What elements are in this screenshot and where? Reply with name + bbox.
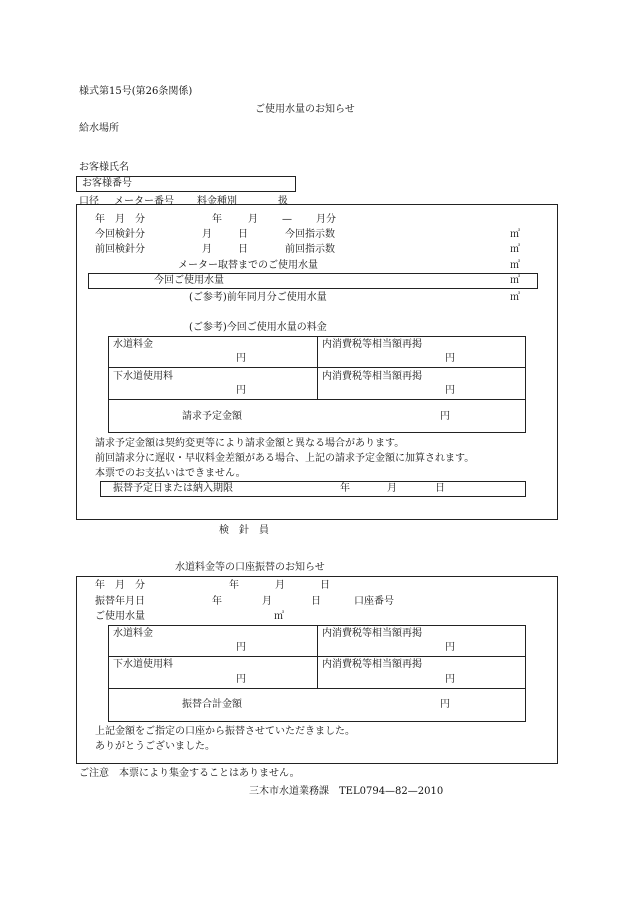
form-number: 様式第15号(第26条関係): [79, 86, 193, 97]
s2-note-1: 上記金額をご指定の口座から振替させていただきました。: [95, 726, 355, 737]
s2-usage-label: ご使用水量: [95, 611, 145, 622]
s2-fee-table-divider: [108, 688, 526, 689]
s2-fee-table-divider: [317, 625, 318, 688]
s2-tax1-label: 内消費税等相当額再掲: [322, 628, 422, 639]
transfer-due-label: 振替予定日または納入期限: [113, 483, 233, 494]
tax1-yen: 円: [445, 353, 455, 364]
water-fee-yen: 円: [236, 353, 246, 364]
meter-replace-label: メーター取替までのご使用水量: [178, 260, 318, 271]
customer-name-label: お客様氏名: [79, 162, 129, 173]
meter-number-label: メーター番号: [114, 196, 174, 207]
note-1: 請求予定金額は契約変更等により請求金額と異なる場合があります。: [95, 438, 405, 449]
s2-sewer-fee-label: 下水道使用料: [113, 659, 173, 670]
last-year-label: (ご参考)前年同月分ご使用水量: [189, 292, 327, 303]
customer-number-label: お客様番号: [82, 178, 132, 189]
prev-reading-label: 前回検針分: [95, 244, 145, 255]
this-usage-unit: ㎥: [510, 275, 520, 286]
transfer-due-year: 年: [340, 483, 350, 494]
s2-period-year: 年: [229, 580, 239, 591]
water-fee-label: 水道料金: [113, 339, 153, 350]
tax2-yen: 円: [445, 385, 455, 396]
s2-note-2: ありがとうございました。: [95, 741, 215, 752]
s2-tax1-yen: 円: [445, 642, 455, 653]
this-reading-label: 今回検針分: [95, 229, 145, 240]
total-yen: 円: [440, 411, 450, 422]
s2-tax2-yen: 円: [445, 674, 455, 685]
tax1-label: 内消費税等相当額再掲: [322, 339, 422, 350]
footer-contact: 三木市水道業務課 TEL0794—82—2010: [249, 786, 444, 797]
last-year-unit: ㎥: [510, 292, 520, 303]
s2-transfer-year: 年: [212, 596, 222, 607]
prev-indicator-label: 前回指示数: [285, 244, 335, 255]
s2-tax2-label: 内消費税等相当額再掲: [322, 659, 422, 670]
fee-section-title: (ご参考)今回ご使用水量の料金: [189, 322, 327, 333]
this-usage-label: 今回ご使用水量: [154, 275, 224, 286]
this-indicator-label: 今回指示数: [285, 229, 335, 240]
period-month: 月: [248, 214, 258, 225]
note-3: 本票でのお支払いはできません。: [95, 468, 246, 479]
s2-period-day: 日: [320, 580, 330, 591]
fee-table-divider: [317, 336, 318, 399]
s2-transfer-month: 月: [262, 596, 272, 607]
caution-note: ご注意 本票により集金することはありません。: [79, 768, 300, 779]
meter-replace-unit: ㎥: [510, 260, 520, 271]
page-title: ご使用水量のお知らせ: [255, 104, 355, 115]
s2-period-label: 年 月 分: [95, 580, 145, 591]
transfer-due-month: 月: [387, 483, 397, 494]
s2-total-label: 振替合計金額: [182, 699, 242, 710]
total-label: 請求予定金額: [182, 411, 242, 422]
period-label: 年 月 分: [95, 214, 145, 225]
fee-table-divider: [108, 399, 526, 400]
s2-usage-unit: ㎥: [274, 611, 284, 622]
this-indicator-unit: ㎥: [510, 229, 520, 240]
s2-total-yen: 円: [440, 699, 450, 710]
period-month-end: 月分: [316, 214, 336, 225]
s2-transfer-label: 振替年月日: [95, 596, 145, 607]
prev-reading-month: 月: [202, 244, 212, 255]
s2-period-month: 月: [275, 580, 285, 591]
this-reading-day: 日: [238, 229, 248, 240]
s2-water-fee-label: 水道料金: [113, 628, 153, 639]
section2-title: 水道料金等の口座振替のお知らせ: [175, 562, 325, 573]
period-year: 年: [212, 214, 222, 225]
s2-water-fee-yen: 円: [236, 642, 246, 653]
s2-transfer-day: 日: [311, 596, 321, 607]
prev-indicator-unit: ㎥: [510, 244, 520, 255]
inspector-label: 検 針 員: [219, 525, 269, 536]
prev-reading-day: 日: [238, 244, 248, 255]
s2-sewer-fee-yen: 円: [236, 674, 246, 685]
period-dash: —: [282, 214, 292, 225]
s2-account-label: 口座番号: [354, 596, 394, 607]
fee-type-label: 料金種別: [197, 196, 237, 207]
supply-place-label: 給水場所: [79, 123, 119, 134]
tax2-label: 内消費税等相当額再掲: [322, 371, 422, 382]
handling-label: 扱: [278, 196, 288, 207]
sewer-fee-label: 下水道使用料: [113, 371, 173, 382]
diameter-label: 口径: [79, 196, 99, 207]
this-reading-month: 月: [202, 229, 212, 240]
note-2: 前回請求分に遅収・早収料金差額がある場合、上記の請求予定金額に加算されます。: [95, 453, 475, 464]
transfer-due-day: 日: [435, 483, 445, 494]
sewer-fee-yen: 円: [236, 385, 246, 396]
